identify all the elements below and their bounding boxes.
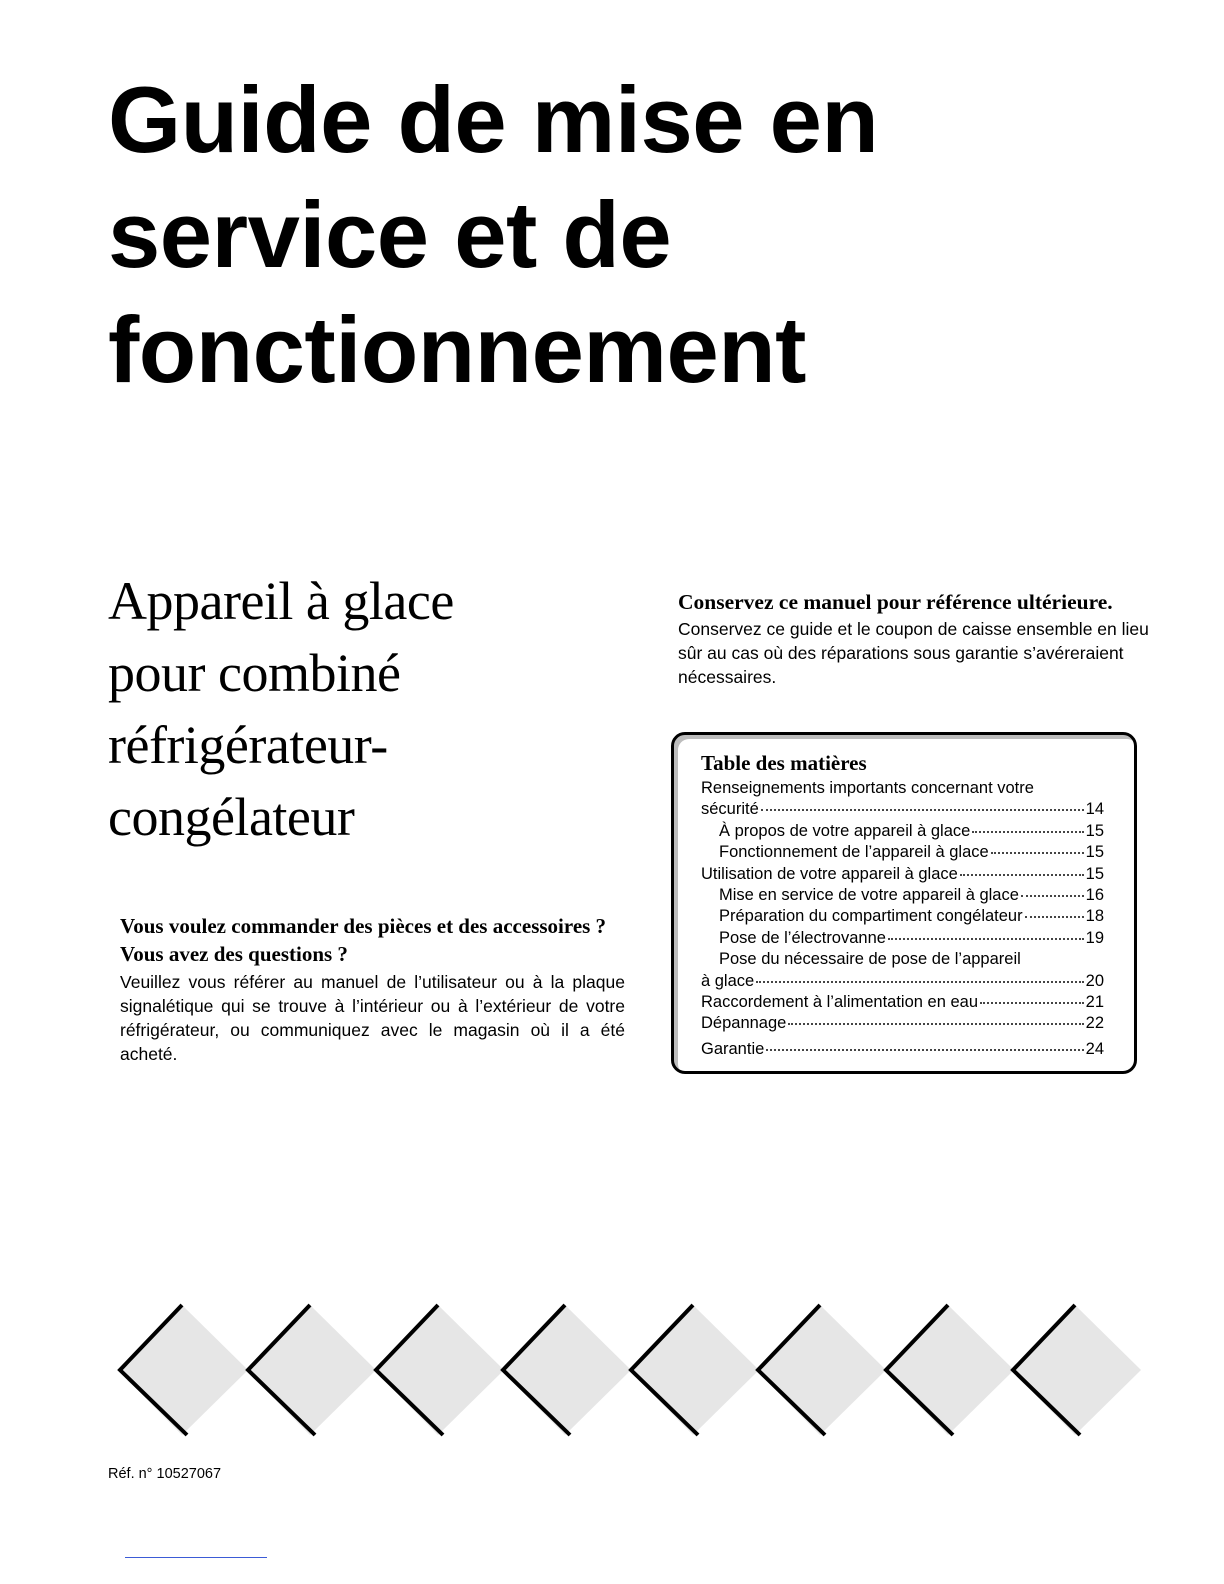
toc-entry-label: Utilisation de votre appareil à glace [701,864,958,883]
toc-entry [701,864,1104,885]
toc-entry [701,1013,1104,1034]
product-title-line: Appareil à glace [108,571,454,631]
toc-entry [701,885,1104,906]
main-title [108,62,1108,407]
toc-entry-label: Mise en service de votre appareil à glace [719,886,1019,905]
toc-entry [701,842,1104,863]
contact-section [120,912,625,1066]
toc-leader-dots [788,1023,1083,1025]
toc-entry-page: 15 [1085,821,1104,840]
toc-leader-dots [1025,916,1084,918]
toc-entry-label: Dépannage [701,1014,787,1033]
toc-entry-page: 18 [1085,907,1104,926]
main-title-line: fonctionnement [108,297,806,402]
toc-leader-dots [761,809,1084,811]
toc-entry-label: Préparation du compartiment congélateur [719,907,1023,926]
diamond-shape [756,1305,886,1435]
toc-entry-label: sécurité [701,800,759,819]
toc-title: Table des matières [701,751,867,775]
diamond-shape [884,1305,1014,1435]
table-of-contents [671,732,1137,1074]
toc-entry-label: Garantie [701,1039,765,1058]
toc-leader-dots [1021,895,1084,897]
toc-leader-dots [960,874,1084,876]
toc-entry-page: 24 [1085,1039,1104,1058]
bottom-divider [125,1557,267,1558]
toc-entry [701,992,1104,1013]
toc-entry [701,799,1104,820]
diamond-shape [374,1305,504,1435]
toc-entry-page: 14 [1085,800,1104,819]
toc-entry-label: Renseignements importants concernant votre [701,779,1034,797]
toc-entry-label: Raccordement à l’alimentation en eau [701,993,978,1012]
toc-leader-dots [980,1002,1084,1004]
toc-entry-page: 16 [1085,886,1104,905]
toc-entry [701,821,1104,842]
toc-entry-label: à glace [701,971,755,990]
toc-entry-label: Fonctionnement de l’appareil à glace [719,843,989,862]
toc-entry-page: 15 [1085,843,1104,862]
contact-question-parts: Vous voulez commander des pièces et des accessoires ? [120,914,607,938]
toc-entry [701,928,1104,949]
toc-leader-dots [991,852,1084,854]
contact-question-help: Vous avez des questions ? [120,942,348,966]
diamond-shape [501,1305,631,1435]
diamond-shape [1011,1305,1141,1435]
keep-manual-heading: Conservez ce manuel pour référence ultérieure. [678,590,1113,614]
product-title [108,565,628,853]
toc-leader-dots [766,1049,1083,1051]
reference-number: Réf. n° 10527067 [108,1466,222,1482]
keep-manual-section [678,588,1153,689]
diamond-shape [629,1305,759,1435]
toc-entry [701,906,1104,927]
toc-entry-label: À propos de votre appareil à glace [719,821,971,840]
diamond-shape [118,1305,248,1435]
toc-entry [701,971,1104,992]
contact-text: Veuillez vous référer au manuel de l’utilisateur ou à la plaque signalétique qui se trouve à l’intérieur ou à l’extérieur de votre réfrigérateur, ou communiquez avec le magasin où il a été acheté. [120,972,625,1064]
diamond-shape [246,1305,376,1435]
main-title-line: Guide de mise en [108,67,879,172]
toc-entry-page: 20 [1085,971,1104,990]
product-title-line: pour combiné [108,643,401,703]
toc-entry-page: 21 [1085,993,1104,1012]
product-title-line: congélateur [108,787,355,847]
toc-entry-label: Pose du nécessaire de pose de l’appareil [719,950,1021,969]
product-title-line: réfrigérateur- [108,715,388,775]
toc-leader-dots [756,981,1083,983]
toc-entry [701,1039,1104,1060]
toc-entry-page: 19 [1085,928,1104,947]
toc-entry-label: Pose de l’électrovanne [719,928,886,947]
toc-leader-dots [888,938,1084,940]
main-title-line: service et de [108,182,672,287]
toc-entry-page: 22 [1085,1014,1104,1033]
toc-entry-page: 15 [1085,864,1104,883]
toc-leader-dots [972,831,1083,833]
diamond-border-decoration [0,1295,1224,1445]
keep-manual-text: Conservez ce guide et le coupon de caisse ensemble en lieu sûr au cas où des réparations sous garantie s’avéreraient nécessaires. [678,619,1149,687]
